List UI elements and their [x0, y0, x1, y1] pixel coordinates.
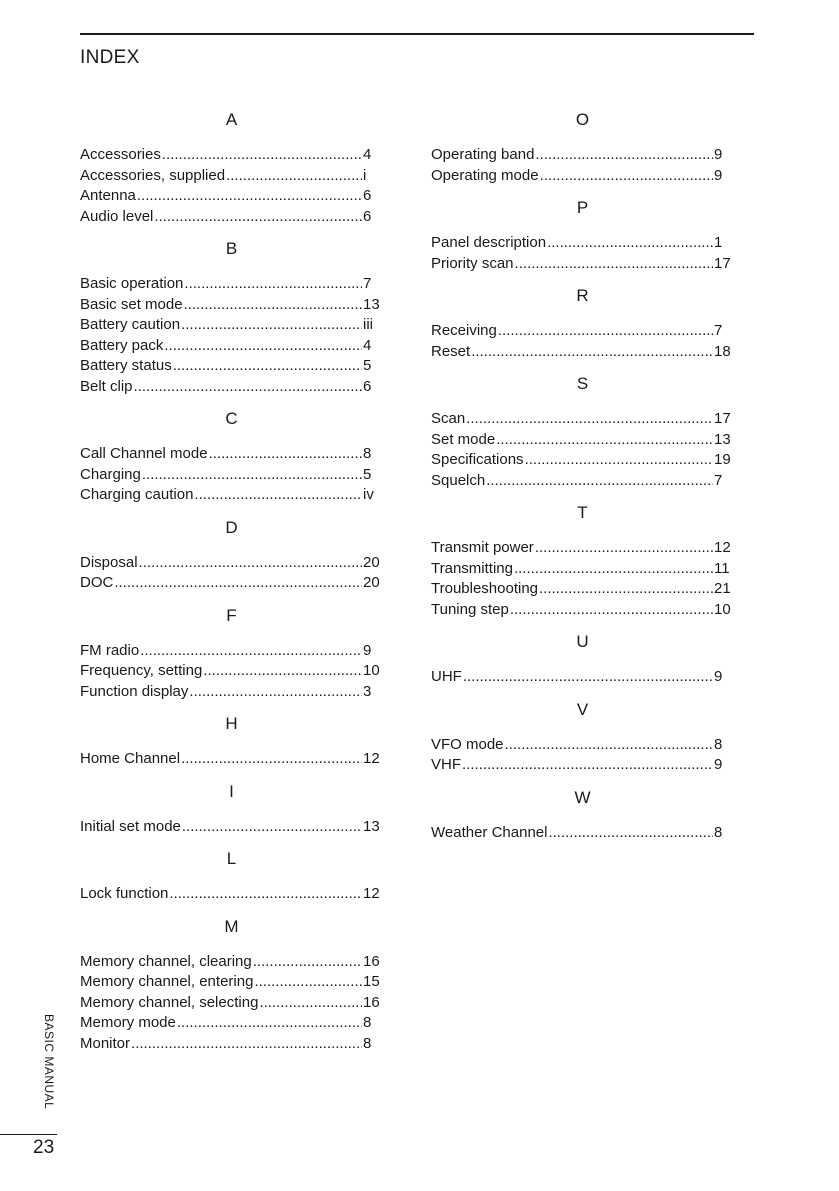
entry-page: 9 — [714, 668, 723, 685]
entry-page: 7 — [714, 471, 723, 489]
dot-leader — [505, 735, 713, 756]
entry-page: iv — [363, 486, 374, 503]
dot-leader — [169, 884, 362, 905]
index-entry — [431, 430, 734, 451]
entry-term: Set mode — [431, 430, 496, 448]
entry-page: 8 — [363, 1034, 372, 1052]
dot-leader — [486, 471, 713, 492]
entry-term: Transmit power — [431, 539, 534, 556]
entry-page: 8 — [363, 1014, 372, 1031]
entry-page: 13 — [363, 817, 380, 835]
entry-page: 9 — [714, 146, 723, 163]
entry-term: Initial set mode — [80, 817, 181, 835]
entry-term: Memory channel, selecting — [80, 993, 259, 1011]
entry-term: VHF — [431, 756, 461, 773]
index-entry — [80, 274, 383, 295]
entry-page: 12 — [363, 885, 380, 902]
entry-term: Disposal — [80, 553, 138, 571]
index-section — [80, 606, 383, 703]
index-entry — [80, 817, 383, 838]
index-entry — [431, 233, 734, 254]
entry-page: 17 — [714, 254, 731, 272]
index-entry — [80, 661, 383, 682]
section-letter: V — [576, 699, 589, 719]
index-entry — [431, 145, 734, 166]
index-entry — [431, 342, 734, 363]
index-entry — [80, 1013, 383, 1034]
dot-leader — [137, 186, 362, 207]
entry-page: 10 — [714, 600, 731, 618]
section-letter: R — [576, 286, 589, 305]
index-entry — [80, 553, 383, 574]
entry-page: 8 — [714, 823, 723, 841]
dot-leader — [164, 336, 362, 357]
entry-term: Reset — [431, 342, 471, 360]
bottom-rule — [0, 1134, 57, 1135]
dot-leader — [114, 573, 362, 594]
entry-page: 16 — [363, 993, 380, 1011]
dot-leader — [535, 538, 713, 559]
index-entry — [80, 186, 383, 207]
entry-term: Charging — [80, 465, 141, 483]
entry-term: Basic set mode — [80, 295, 183, 313]
index-section — [80, 782, 383, 838]
entry-term: Lock function — [80, 885, 169, 902]
index-section — [80, 714, 383, 770]
index-entry — [80, 749, 383, 770]
dot-leader — [173, 356, 362, 377]
index-entry — [80, 166, 383, 187]
entry-term: Battery status — [80, 357, 172, 374]
entry-term: Accessories — [80, 146, 161, 163]
index-column-right — [431, 110, 734, 855]
section-letter: L — [226, 849, 237, 868]
section-letter: P — [576, 198, 589, 217]
entry-term: Audio level — [80, 207, 154, 225]
section-letter: T — [577, 503, 588, 522]
page-number: 23 — [33, 1137, 55, 1158]
dot-leader — [548, 823, 713, 844]
entry-page: 6 — [363, 187, 372, 204]
entry-page: 6 — [363, 207, 372, 225]
entry-term: Home Channel — [80, 750, 181, 767]
index-entry — [431, 755, 734, 776]
dot-leader — [515, 254, 713, 275]
dot-leader — [162, 145, 362, 166]
section-letter: S — [576, 374, 589, 393]
index-section — [80, 849, 383, 905]
entry-page: i — [363, 166, 367, 184]
entry-page: 7 — [363, 275, 372, 292]
index-entry — [80, 465, 383, 486]
entry-term: Memory mode — [80, 1014, 176, 1031]
entry-page: 21 — [714, 580, 731, 597]
top-rule — [80, 33, 754, 35]
entry-page: 12 — [363, 750, 380, 767]
dot-leader — [154, 207, 362, 228]
entry-term: UHF — [431, 668, 462, 685]
dot-leader — [514, 559, 713, 580]
dot-leader — [189, 682, 362, 703]
entry-term: Battery caution — [80, 316, 181, 333]
entry-page: iii — [363, 316, 373, 333]
dot-leader — [203, 661, 362, 682]
dot-leader — [535, 145, 713, 166]
index-section — [431, 110, 734, 186]
entry-term: FM radio — [80, 641, 140, 659]
entry-page: 8 — [714, 735, 723, 753]
dot-leader — [462, 755, 713, 776]
entry-page: 9 — [714, 756, 723, 773]
section-letter: F — [226, 605, 237, 625]
entry-term: Accessories, supplied — [80, 166, 226, 184]
entry-page: 6 — [363, 377, 372, 395]
entry-term: Transmitting — [431, 559, 513, 577]
dot-leader — [184, 295, 362, 316]
entry-term: Operating band — [431, 146, 535, 163]
dot-leader — [142, 465, 362, 486]
dot-leader — [139, 553, 362, 574]
page-title: INDEX — [80, 47, 140, 68]
entry-term: Function display — [80, 682, 189, 700]
index-entry — [80, 1034, 383, 1055]
dot-leader — [253, 952, 362, 973]
dot-leader — [131, 1034, 362, 1055]
entry-term: Receiving — [431, 322, 497, 339]
index-section — [431, 700, 734, 776]
index-entry — [80, 295, 383, 316]
index-entry — [80, 884, 383, 905]
entry-term: Antenna — [80, 187, 136, 204]
dot-leader — [184, 274, 362, 295]
dot-leader — [540, 166, 713, 187]
entry-page: 19 — [714, 451, 731, 468]
dot-leader — [134, 377, 362, 398]
index-section — [431, 632, 734, 688]
entry-term: Weather Channel — [431, 823, 548, 841]
dot-leader — [181, 315, 362, 336]
index-section — [80, 518, 383, 594]
entry-page: 17 — [714, 410, 731, 427]
entry-term: Operating mode — [431, 166, 539, 184]
entry-term: Memory channel, entering — [80, 973, 254, 990]
index-entry — [431, 600, 734, 621]
entry-term: Belt clip — [80, 377, 133, 395]
dot-leader — [498, 321, 713, 342]
entry-page: 20 — [363, 553, 380, 571]
index-section — [80, 239, 383, 397]
entry-term: Charging caution — [80, 486, 194, 503]
entry-page: 4 — [363, 146, 372, 163]
section-letter: A — [225, 110, 238, 129]
entry-page: 9 — [363, 641, 372, 659]
entry-page: 5 — [363, 357, 372, 374]
index-entry — [431, 823, 734, 844]
dot-leader — [182, 817, 362, 838]
dot-leader — [194, 485, 362, 506]
index-entry — [80, 993, 383, 1014]
index-column-left — [80, 110, 383, 1066]
dot-leader — [226, 166, 362, 187]
dot-leader — [254, 972, 362, 993]
dot-leader — [471, 342, 713, 363]
index-entry — [431, 559, 734, 580]
entry-page: 15 — [363, 973, 380, 990]
entry-term: Priority scan — [431, 254, 514, 272]
entry-term: Scan — [431, 410, 466, 427]
index-entry — [431, 450, 734, 471]
index-entry — [80, 485, 383, 506]
index-entry — [80, 145, 383, 166]
entry-page: 3 — [363, 682, 372, 700]
index-section — [80, 917, 383, 1055]
index-entry — [431, 254, 734, 275]
entry-term: Tuning step — [431, 600, 509, 618]
entry-page: 16 — [363, 952, 380, 970]
entry-term: Monitor — [80, 1034, 131, 1052]
section-letter: M — [224, 916, 239, 936]
index-entry — [80, 444, 383, 465]
index-entry — [80, 641, 383, 662]
section-letter: C — [225, 409, 238, 428]
index-entry — [80, 972, 383, 993]
index-entry — [431, 579, 734, 600]
section-letter: O — [575, 110, 590, 129]
entry-term: Troubleshooting — [431, 580, 539, 597]
index-entry — [431, 471, 734, 492]
entry-page: 12 — [714, 539, 731, 556]
dot-leader — [466, 409, 713, 430]
side-label: BASIC MANUAL — [42, 1014, 56, 1110]
index-entry — [431, 735, 734, 756]
entry-page: 10 — [363, 662, 380, 679]
index-section — [431, 503, 734, 620]
entry-page: 7 — [714, 322, 723, 339]
dot-leader — [177, 1013, 362, 1034]
section-letter: B — [225, 239, 238, 258]
entry-term: VFO mode — [431, 735, 504, 753]
entry-term: Battery pack — [80, 336, 164, 354]
dot-leader — [140, 641, 362, 662]
index-section — [431, 198, 734, 274]
section-letter: U — [576, 632, 589, 651]
index-entry — [80, 315, 383, 336]
entry-page: 20 — [363, 574, 380, 591]
entry-page: 13 — [714, 430, 731, 448]
dot-leader — [209, 444, 362, 465]
index-entry — [431, 166, 734, 187]
index-section — [431, 286, 734, 362]
index-entry — [431, 538, 734, 559]
index-section — [431, 374, 734, 491]
section-letter: D — [225, 517, 238, 537]
dot-leader — [463, 667, 713, 688]
index-section — [80, 110, 383, 227]
entry-term: Panel description — [431, 234, 547, 251]
entry-page: 18 — [714, 342, 731, 360]
dot-leader — [510, 600, 713, 621]
index-section — [80, 409, 383, 506]
entry-page: 1 — [714, 234, 723, 251]
entry-page: 9 — [714, 166, 723, 184]
dot-leader — [496, 430, 713, 451]
index-entry — [431, 409, 734, 430]
dot-leader — [539, 579, 713, 600]
index-entry — [80, 377, 383, 398]
section-letter: I — [229, 781, 234, 801]
entry-term: Memory channel, clearing — [80, 952, 252, 970]
entry-term: Frequency, setting — [80, 662, 203, 679]
entry-term: DOC — [80, 574, 114, 591]
index-entry — [431, 321, 734, 342]
index-entry — [80, 356, 383, 377]
entry-page: 11 — [714, 559, 730, 577]
section-letter: W — [574, 787, 591, 807]
entry-page: 5 — [363, 465, 372, 483]
index-entry — [80, 682, 383, 703]
index-entry — [431, 667, 734, 688]
index-section — [431, 788, 734, 844]
entry-page: 13 — [363, 295, 380, 313]
entry-page: 4 — [363, 336, 372, 354]
index-entry — [80, 573, 383, 594]
entry-term: Squelch — [431, 471, 486, 489]
dot-leader — [547, 233, 713, 254]
dot-leader — [525, 450, 713, 471]
entry-term: Basic operation — [80, 275, 184, 292]
index-entry — [80, 207, 383, 228]
entry-page: 8 — [363, 445, 372, 462]
index-entry — [80, 336, 383, 357]
section-letter: H — [225, 714, 238, 733]
dot-leader — [259, 993, 362, 1014]
dot-leader — [181, 749, 362, 770]
entry-term: Call Channel mode — [80, 445, 208, 462]
entry-term: Specifications — [431, 451, 524, 468]
index-entry — [80, 952, 383, 973]
